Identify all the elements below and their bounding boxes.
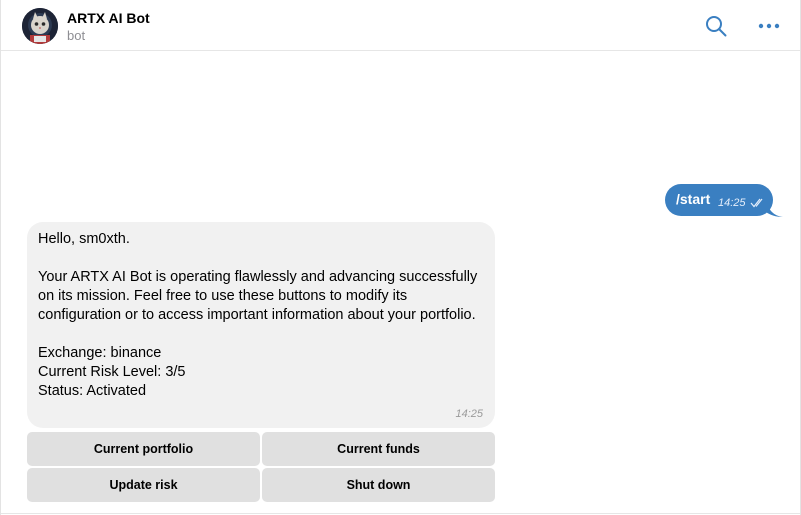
chat-header bbox=[1, 0, 800, 51]
more-icon[interactable] bbox=[758, 19, 780, 33]
chat-subtitle: bot bbox=[67, 28, 86, 43]
message-line-greeting: Hello, sm0xth. bbox=[38, 231, 130, 247]
shut-down-button[interactable]: Shut down bbox=[262, 468, 495, 502]
divider bbox=[1, 513, 800, 514]
message-line-status: Status: Activated bbox=[38, 383, 147, 399]
message-line-risk: Current Risk Level: 3/5 bbox=[38, 364, 186, 380]
update-risk-button[interactable]: Update risk bbox=[27, 468, 260, 502]
message-line-description: Your ARTX AI Bot is operating flawlessly and advancing successfully on its mission. Feel free to use these buttons to modify its configuration or to access important information about your portfolio. bbox=[38, 269, 478, 323]
cat-astronaut-avatar-icon bbox=[22, 8, 58, 44]
double-check-icon bbox=[750, 198, 766, 208]
incoming-message[interactable] bbox=[27, 222, 495, 428]
outgoing-message-time: 14:25 bbox=[718, 197, 746, 209]
incoming-message-text bbox=[38, 230, 488, 401]
search-icon[interactable] bbox=[705, 15, 727, 37]
bot-avatar[interactable] bbox=[22, 8, 58, 44]
message-line-exchange: Exchange: binance bbox=[38, 345, 162, 361]
current-portfolio-button[interactable]: Current portfolio bbox=[27, 432, 260, 466]
chat-title: ARTX AI Bot bbox=[67, 10, 150, 26]
outgoing-message-text: /start bbox=[676, 191, 711, 207]
incoming-message-time: 14:25 bbox=[455, 408, 483, 420]
outgoing-message[interactable] bbox=[665, 184, 773, 216]
current-funds-button[interactable]: Current funds bbox=[262, 432, 495, 466]
